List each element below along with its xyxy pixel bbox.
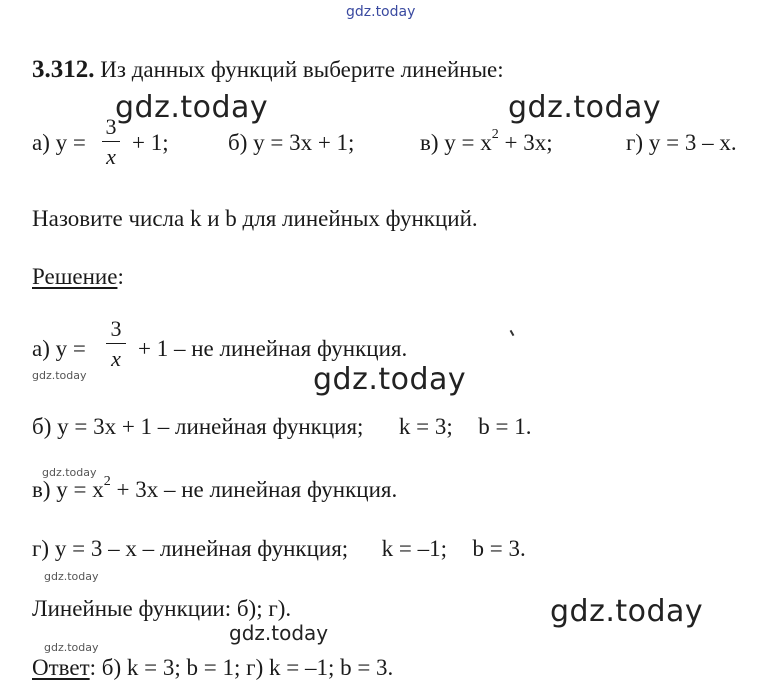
option-b: б) y = 3x + 1; — [228, 130, 355, 155]
solution-v — [32, 474, 398, 502]
watermark-large: gdz.today — [550, 594, 704, 629]
solution-g-main: г) y = 3 – x – линейная функция; — [32, 536, 349, 561]
option-v-prefix: в) y = x — [420, 130, 492, 155]
option-a-suffix: + 1; — [132, 130, 169, 155]
option-v-superscript: 2 — [491, 127, 499, 142]
watermark-large: gdz.today — [115, 90, 269, 125]
watermark-small: gdz.today — [44, 570, 99, 583]
fraction-bar — [102, 141, 120, 142]
fraction-numerator: 3 — [105, 114, 117, 139]
answer-text: : б) k = 3; b = 1; г) k = –1; b = 3. — [89, 655, 394, 680]
pen-mark — [510, 330, 515, 336]
solution-a-prefix: а) y = — [32, 336, 86, 361]
option-a-prefix: а) y = — [32, 130, 86, 155]
solution-g — [32, 537, 526, 560]
problem-number: 3.312. — [32, 56, 95, 83]
option-v — [420, 127, 553, 155]
solution-b-k: k = 3; — [398, 414, 453, 439]
question-text: Назовите числа k и b для линейных функций. — [32, 206, 478, 231]
watermark-medium: gdz.today — [229, 621, 329, 645]
watermark-small: gdz.today — [42, 466, 97, 479]
solution-b-main: б) y = 3x + 1 – линейная функция; — [32, 414, 364, 439]
solution-v-prefix: в) y = x — [32, 477, 104, 502]
watermark-small: gdz.today — [44, 641, 99, 654]
problem-header — [32, 57, 504, 82]
watermark-large: gdz.today — [508, 90, 662, 125]
solution-g-b: b = 3. — [472, 536, 526, 561]
solution-v-superscript: 2 — [103, 474, 111, 489]
solution-a-fraction — [106, 318, 126, 370]
solution-heading-colon: : — [117, 264, 124, 289]
problem-statement: Из данных функций выберите линейные: — [100, 57, 504, 82]
solution-b-b: b = 1. — [478, 414, 532, 439]
fraction-numerator: 3 — [110, 316, 122, 341]
solution-heading — [32, 265, 124, 288]
option-v-suffix: + 3x; — [504, 130, 553, 155]
watermark-top: gdz.today — [346, 4, 416, 20]
fraction-denominator: x — [111, 346, 121, 371]
solution-a-suffix: + 1 – не линейная функция. — [138, 336, 408, 361]
watermark-small: gdz.today — [32, 369, 87, 382]
solution-heading-label: Решение — [32, 264, 118, 289]
summary-text: Линейные функции: б); г). — [32, 596, 292, 621]
fraction-bar — [106, 343, 126, 344]
answer-label: Ответ — [32, 655, 90, 680]
option-a-fraction — [102, 116, 120, 168]
solution-g-k: k = –1; — [381, 536, 448, 561]
solution-b — [32, 415, 532, 438]
fraction-denominator: x — [106, 144, 116, 169]
option-g: г) y = 3 – x. — [626, 130, 737, 155]
solution-v-suffix: + 3x – не линейная функция. — [116, 477, 398, 502]
watermark-large: gdz.today — [313, 362, 467, 397]
answer-line — [32, 656, 393, 679]
